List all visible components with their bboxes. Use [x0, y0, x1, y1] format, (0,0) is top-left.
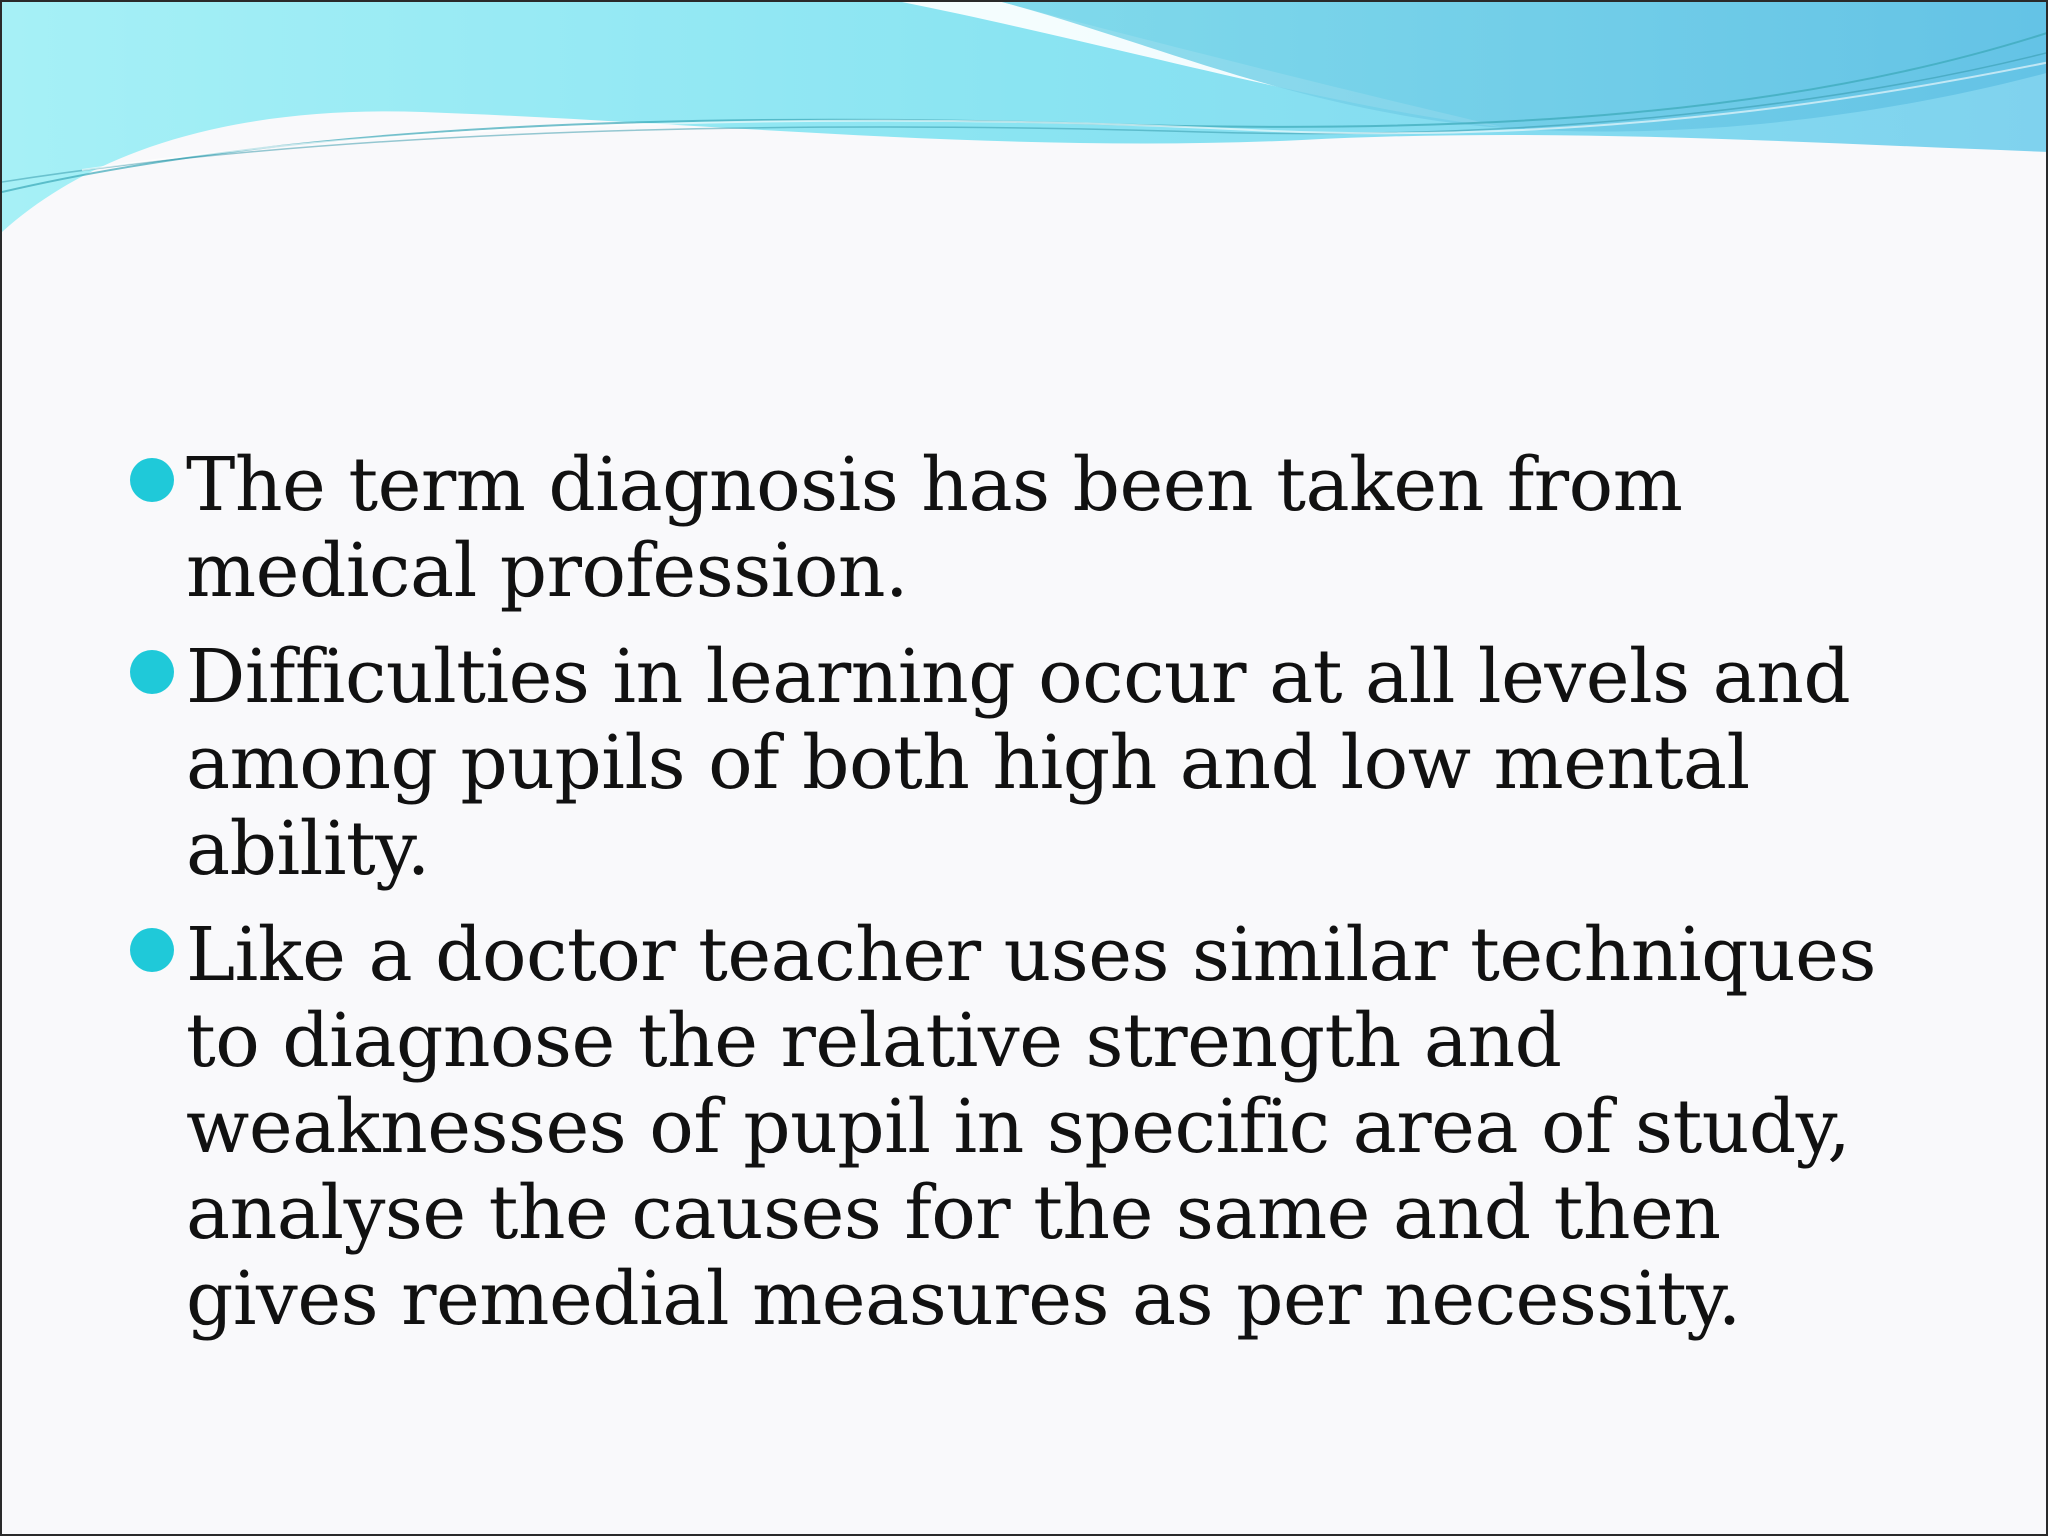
bullet-item-1 — [130, 442, 1930, 614]
bullet-list — [130, 442, 1930, 1362]
header-wave-decoration — [2, 2, 2048, 242]
bullet-text: Difficulties in learning occur at all levels and among pupils of both high and low mental ability. — [186, 634, 1851, 892]
bullet-item-2 — [130, 634, 1930, 892]
bullet-text: The term diagnosis has been taken from medical profession. — [186, 442, 1683, 614]
circle-bullet-icon — [130, 458, 174, 502]
bullet-item-3 — [130, 912, 1930, 1342]
bullet-text: Like a doctor teacher uses similar techniques to diagnose the relative strength and weaknesses of pupil in specific area of study, analyse the causes for the same and then gives remedial measures as per necessity. — [186, 912, 1876, 1342]
circle-bullet-icon — [130, 928, 174, 972]
circle-bullet-icon — [130, 650, 174, 694]
